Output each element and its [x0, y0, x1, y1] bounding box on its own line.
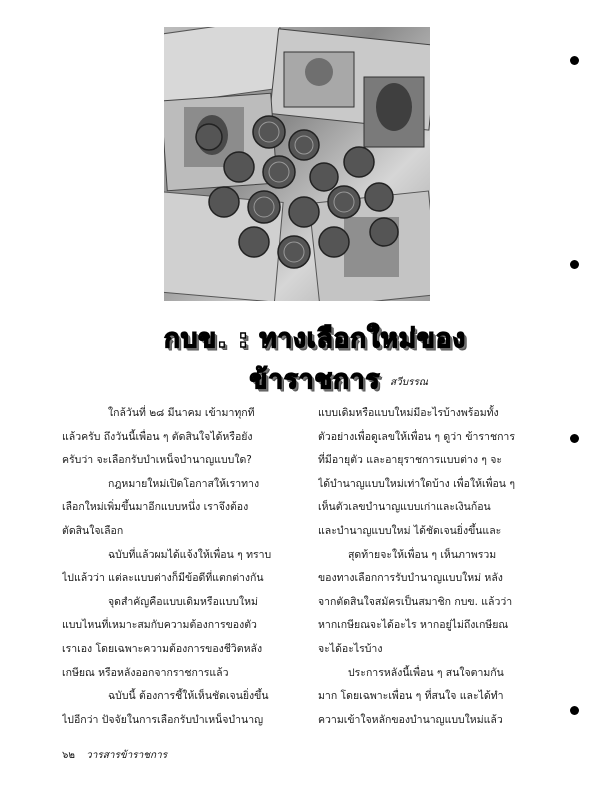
text-line: แล้วครับ ถึงวันนี้เพื่อน ๆ ตัดสินใจได้หรือยัง [62, 430, 253, 443]
text-line: หากเกษียณจะได้อะไร หากอยู่ไม่ถึงเกษียณ [318, 619, 509, 632]
text-line: ไปแล้วว่า แต่ละแบบต่างก็มีข้อดีที่แตกต่างกัน [62, 572, 264, 585]
text-line: ไปอีกว่า ปัจจัยในการเลือกรับบำเหน็จบำนาญ [62, 713, 264, 726]
page-number: ๖๒ [62, 750, 75, 761]
text-line: กฎหมายใหม่เปิดโอกาสให้เราทาง [108, 477, 260, 490]
article-title: กบข. : ทางเลือกใหม่ของข้าราชการ [163, 324, 467, 395]
text-line: จะได้อะไรบ้าง [318, 642, 383, 655]
text-line: ประการหลังนี้เพื่อน ๆ สนใจตามกัน [348, 666, 504, 679]
text-line: ตัวอย่างเพื่อดูเลขให้เพื่อน ๆ ดูว่า ข้าราชการ [318, 430, 515, 443]
text-line: ของทางเลือกการรับบำนาญแบบใหม่ หลัง [318, 572, 503, 585]
text-line: ได้บำนาญแบบใหม่เท่าใดบ้าง เพื่อให้เพื่อน ๆ [318, 477, 515, 490]
margin-dot [570, 260, 579, 269]
banknotes-coins-photo [164, 27, 430, 301]
text-line: เห็นตัวเลขบำนาญแบบเก่าและเงินก้อน [318, 501, 491, 514]
text-line: ตัดสินใจเลือก [62, 524, 124, 537]
margin-dot [570, 434, 579, 443]
text-line: จากตัดสินใจสมัครเป็นสมาชิก กบข. แล้วว่า [318, 595, 513, 608]
right-text-column [318, 402, 568, 732]
text-line: ฉบับที่แล้วผมได้แจ้งให้เพื่อน ๆ ทราบ [108, 548, 272, 561]
photo-graphic [164, 27, 430, 301]
article-byline: สวีบรรณ [390, 377, 429, 388]
text-line: เกษียณ หรือหลังออกจากราชการแล้ว [62, 666, 229, 679]
text-line: ฉบับนี้ ต้องการชี้ให้เห็นชัดเจนยิ่งขึ้น [108, 690, 269, 703]
text-line: จุดสำคัญคือแบบเดิมหรือแบบใหม่ [108, 595, 258, 608]
text-line: สุดท้ายจะให้เพื่อน ๆ เห็นภาพรวม [348, 548, 497, 561]
text-line: มาก โดยเฉพาะเพื่อน ๆ ที่สนใจ และได้ทำ [318, 690, 504, 703]
page-footer [62, 748, 167, 763]
left-text-column [62, 402, 314, 732]
text-line: เราเอง โดยเฉพาะความต้องการของชีวิตหลัง [62, 642, 263, 655]
text-line: แบบเดิมหรือแบบใหม่มีอะไรบ้างพร้อมทั้ง [318, 407, 499, 419]
text-line: ความเข้าใจหลักของบำนาญแบบใหม่แล้ว [318, 713, 503, 726]
text-line: ที่มีอายุตัว และอายุราชการแบบต่าง ๆ จะ [318, 454, 503, 467]
text-line: แบบไหนที่เหมาะสมกับความต้องการของตัว [62, 619, 257, 632]
magazine-name: วารสารข้าราชการ [86, 750, 168, 761]
margin-dot [570, 706, 579, 715]
text-line: ใกล้วันที่ ๒๘ มีนาคม เข้ามาทุกที [108, 407, 255, 419]
text-line: และบำนาญแบบใหม่ ได้ชัดเจนยิ่งขึ้นและ [318, 524, 502, 537]
margin-dot [570, 56, 579, 65]
text-line: เลือกใหม่เพิ่มขึ้นมาอีกแบบหนึ่ง เราจึงต้อง [62, 501, 249, 514]
text-line: ครับว่า จะเลือกรับบำเหน็จบำนาญแบบใด? [62, 454, 252, 467]
